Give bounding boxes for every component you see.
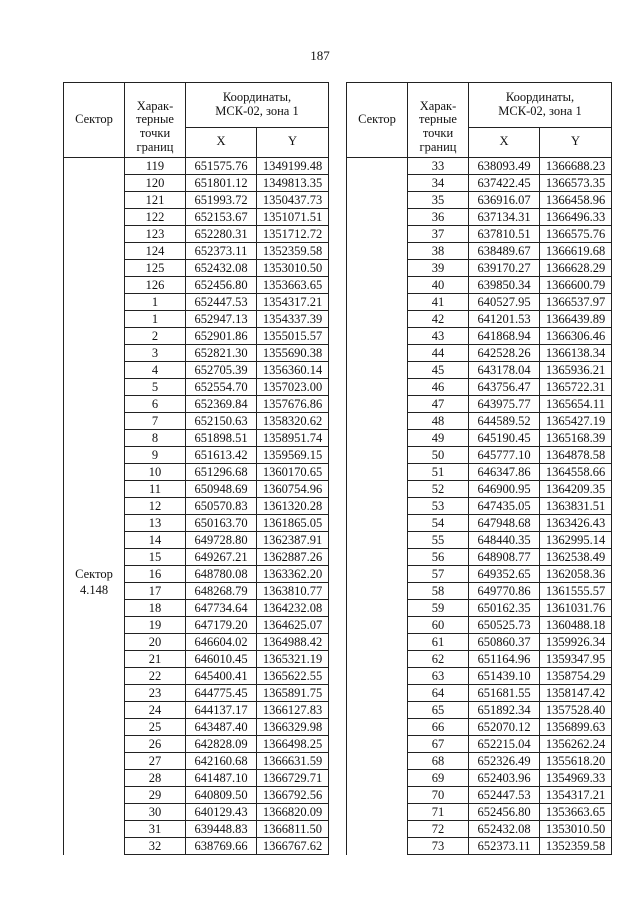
y-coordinate-cell: 1362387.91 <box>257 532 329 549</box>
point-number-cell: 35 <box>408 192 469 209</box>
x-coordinate-cell: 648780.08 <box>186 566 257 583</box>
point-number-cell: 44 <box>408 345 469 362</box>
point-number-cell: 36 <box>408 209 469 226</box>
x-coordinate-cell: 652432.08 <box>469 821 540 838</box>
point-number-cell: 4 <box>125 362 186 379</box>
point-number-cell: 48 <box>408 413 469 430</box>
x-coordinate-cell: 652705.39 <box>186 362 257 379</box>
x-coordinate-cell: 646900.95 <box>469 481 540 498</box>
x-coordinate-cell: 639850.34 <box>469 277 540 294</box>
point-number-cell: 52 <box>408 481 469 498</box>
x-coordinate-cell: 645190.45 <box>469 430 540 447</box>
y-coordinate-cell: 1349199.48 <box>257 158 329 175</box>
coordinates-table-right-body <box>347 83 612 855</box>
x-coordinate-cell: 650948.69 <box>186 481 257 498</box>
x-coordinate-cell: 648268.79 <box>186 583 257 600</box>
y-coordinate-cell: 1363831.51 <box>540 498 612 515</box>
point-number-cell: 33 <box>408 158 469 175</box>
x-coordinate-cell: 650525.73 <box>469 617 540 634</box>
y-coordinate-cell: 1350437.73 <box>257 192 329 209</box>
x-coordinate-cell: 641487.10 <box>186 770 257 787</box>
x-coordinate-cell: 640809.50 <box>186 787 257 804</box>
y-coordinate-cell: 1360488.18 <box>540 617 612 634</box>
points-header-line: терные <box>419 112 457 127</box>
point-number-cell: 7 <box>125 413 186 430</box>
point-number-cell: 34 <box>408 175 469 192</box>
x-coordinate-cell: 651898.51 <box>186 430 257 447</box>
y-coordinate-cell: 1366573.35 <box>540 175 612 192</box>
y-coordinate-cell: 1366575.76 <box>540 226 612 243</box>
y-coordinate-cell: 1356899.63 <box>540 719 612 736</box>
x-coordinate-cell: 652456.80 <box>469 804 540 821</box>
point-number-cell: 72 <box>408 821 469 838</box>
y-coordinate-cell: 1356262.24 <box>540 736 612 753</box>
coordinates-header-line: МСК-02, зона 1 <box>215 103 299 118</box>
y-coordinate-cell: 1366138.34 <box>540 345 612 362</box>
x-coordinate-cell: 637810.51 <box>469 226 540 243</box>
x-coordinate-cell: 652373.11 <box>469 838 540 855</box>
x-coordinate-cell: 640129.43 <box>186 804 257 821</box>
point-number-cell: 50 <box>408 447 469 464</box>
point-number-cell: 12 <box>125 498 186 515</box>
y-coordinate-cell: 1353010.50 <box>257 260 329 277</box>
points-header-line: границ <box>419 139 457 154</box>
x-coordinate-cell: 644137.17 <box>186 702 257 719</box>
point-number-cell: 28 <box>125 770 186 787</box>
point-number-cell: 27 <box>125 753 186 770</box>
point-number-cell: 20 <box>125 634 186 651</box>
y-coordinate-cell: 1354317.21 <box>257 294 329 311</box>
y-coordinate-cell: 1366688.23 <box>540 158 612 175</box>
point-number-cell: 32 <box>125 838 186 855</box>
point-number-cell: 5 <box>125 379 186 396</box>
x-coordinate-cell: 651439.10 <box>469 668 540 685</box>
point-number-cell: 65 <box>408 702 469 719</box>
page-number: 187 <box>310 48 330 63</box>
x-coordinate-cell: 642528.26 <box>469 345 540 362</box>
x-coordinate-cell: 650162.35 <box>469 600 540 617</box>
point-number-cell: 14 <box>125 532 186 549</box>
x-coordinate-cell: 652901.86 <box>186 328 257 345</box>
point-number-cell: 71 <box>408 804 469 821</box>
y-coordinate-cell: 1354337.39 <box>257 311 329 328</box>
y-coordinate-cell: 1353010.50 <box>540 821 612 838</box>
point-number-cell: 23 <box>125 685 186 702</box>
x-coordinate-cell: 652153.67 <box>186 209 257 226</box>
y-coordinate-cell: 1363426.43 <box>540 515 612 532</box>
table-row <box>64 311 329 328</box>
point-number-cell: 125 <box>125 260 186 277</box>
y-coordinate-cell: 1365654.11 <box>540 396 612 413</box>
x-coordinate-cell: 639448.83 <box>186 821 257 838</box>
coordinates-table-right <box>346 82 612 855</box>
sector-cell <box>347 158 408 855</box>
y-coordinate-cell: 1366729.71 <box>257 770 329 787</box>
x-coordinate-cell: 652215.04 <box>469 736 540 753</box>
points-header <box>408 83 469 128</box>
x-coordinate-cell: 645777.10 <box>469 447 540 464</box>
coordinates-header-line: Координаты, <box>222 90 292 104</box>
x-coordinate-cell: 652280.31 <box>186 226 257 243</box>
sector-header-label: Сектор <box>75 112 113 127</box>
y-coordinate-cell: 1353663.65 <box>257 277 329 294</box>
y-coordinate-cell: 1365891.75 <box>257 685 329 702</box>
y-coordinate-cell: 1365427.19 <box>540 413 612 430</box>
point-number-cell: 45 <box>408 362 469 379</box>
y-coordinate-cell: 1351712.72 <box>257 226 329 243</box>
y-header: Y <box>257 127 329 158</box>
point-number-cell: 61 <box>408 634 469 651</box>
point-number-cell: 11 <box>125 481 186 498</box>
x-coordinate-cell: 646347.86 <box>469 464 540 481</box>
point-number-cell: 25 <box>125 719 186 736</box>
point-number-cell: 47 <box>408 396 469 413</box>
y-coordinate-cell: 1364558.66 <box>540 464 612 481</box>
y-coordinate-cell: 1366811.50 <box>257 821 329 838</box>
point-number-cell: 31 <box>125 821 186 838</box>
x-coordinate-cell: 637134.31 <box>469 209 540 226</box>
y-coordinate-cell: 1358147.42 <box>540 685 612 702</box>
y-coordinate-cell: 1357528.40 <box>540 702 612 719</box>
x-coordinate-cell: 649728.80 <box>186 532 257 549</box>
x-coordinate-cell: 651801.12 <box>186 175 257 192</box>
point-number-cell: 2 <box>125 328 186 345</box>
point-number-cell: 57 <box>408 566 469 583</box>
coordinates-header-line: Координаты, <box>505 90 575 104</box>
points-header-line: точки <box>139 127 171 140</box>
coordinates-header <box>186 83 329 128</box>
x-coordinate-cell: 646604.02 <box>186 634 257 651</box>
x-coordinate-cell: 652403.96 <box>469 770 540 787</box>
point-number-cell: 29 <box>125 787 186 804</box>
y-coordinate-cell: 1366619.68 <box>540 243 612 260</box>
x-coordinate-cell: 651164.96 <box>469 651 540 668</box>
y-coordinate-cell: 1361031.76 <box>540 600 612 617</box>
y-coordinate-cell: 1365321.19 <box>257 651 329 668</box>
point-number-cell: 26 <box>125 736 186 753</box>
point-number-cell: 42 <box>408 311 469 328</box>
point-number-cell: 51 <box>408 464 469 481</box>
y-coordinate-cell: 1356360.14 <box>257 362 329 379</box>
point-number-cell: 16 <box>125 566 186 583</box>
y-coordinate-cell: 1364625.07 <box>257 617 329 634</box>
x-coordinate-cell: 650163.70 <box>186 515 257 532</box>
y-coordinate-cell: 1364878.58 <box>540 447 612 464</box>
x-coordinate-cell: 651613.42 <box>186 447 257 464</box>
point-number-cell: 49 <box>408 430 469 447</box>
x-coordinate-cell: 647734.64 <box>186 600 257 617</box>
y-coordinate-cell: 1355015.57 <box>257 328 329 345</box>
point-number-cell: 126 <box>125 277 186 294</box>
point-number-cell: 58 <box>408 583 469 600</box>
y-coordinate-cell: 1361555.57 <box>540 583 612 600</box>
points-header-cont <box>125 127 186 158</box>
x-header: X <box>469 127 540 158</box>
y-coordinate-cell: 1351071.51 <box>257 209 329 226</box>
point-number-cell: 6 <box>125 396 186 413</box>
coordinates-table-left-body <box>64 83 329 855</box>
points-header-line: границ <box>136 139 174 154</box>
y-coordinate-cell: 1362058.36 <box>540 566 612 583</box>
x-coordinate-cell: 647179.20 <box>186 617 257 634</box>
y-coordinate-cell: 1357023.00 <box>257 379 329 396</box>
point-number-cell: 39 <box>408 260 469 277</box>
x-coordinate-cell: 640527.95 <box>469 294 540 311</box>
y-coordinate-cell: 1366458.96 <box>540 192 612 209</box>
coordinates-header <box>469 83 612 128</box>
sector-header <box>64 83 125 158</box>
y-coordinate-cell: 1363810.77 <box>257 583 329 600</box>
point-number-cell: 21 <box>125 651 186 668</box>
y-coordinate-cell: 1365168.39 <box>540 430 612 447</box>
x-coordinate-cell: 639170.27 <box>469 260 540 277</box>
x-coordinate-cell: 652070.12 <box>469 719 540 736</box>
table-row <box>64 158 329 175</box>
point-number-cell: 38 <box>408 243 469 260</box>
x-coordinate-cell: 643487.40 <box>186 719 257 736</box>
y-coordinate-cell: 1366127.83 <box>257 702 329 719</box>
y-coordinate-cell: 1362538.49 <box>540 549 612 566</box>
y-coordinate-cell: 1366767.62 <box>257 838 329 855</box>
x-coordinate-cell: 638093.49 <box>469 158 540 175</box>
x-coordinate-cell: 651993.72 <box>186 192 257 209</box>
point-number-cell: 10 <box>125 464 186 481</box>
points-header-line: Харак- <box>136 98 174 113</box>
y-coordinate-cell: 1364232.08 <box>257 600 329 617</box>
x-coordinate-cell: 652326.49 <box>469 753 540 770</box>
points-header-line: Харак- <box>419 98 457 113</box>
y-coordinate-cell: 1358320.62 <box>257 413 329 430</box>
point-number-cell: 15 <box>125 549 186 566</box>
x-coordinate-cell: 652554.70 <box>186 379 257 396</box>
x-coordinate-cell: 651575.76 <box>186 158 257 175</box>
point-number-cell: 40 <box>408 277 469 294</box>
x-coordinate-cell: 642160.68 <box>186 753 257 770</box>
y-coordinate-cell: 1366439.89 <box>540 311 612 328</box>
x-coordinate-cell: 643975.77 <box>469 396 540 413</box>
x-coordinate-cell: 652821.30 <box>186 345 257 362</box>
point-number-cell: 22 <box>125 668 186 685</box>
sector-header <box>347 83 408 158</box>
point-number-cell: 63 <box>408 668 469 685</box>
x-coordinate-cell: 645400.41 <box>186 668 257 685</box>
points-header-cont <box>408 127 469 158</box>
point-number-cell: 64 <box>408 685 469 702</box>
y-coordinate-cell: 1355618.20 <box>540 753 612 770</box>
point-number-cell: 24 <box>125 702 186 719</box>
point-number-cell: 68 <box>408 753 469 770</box>
x-header: X <box>186 127 257 158</box>
y-coordinate-cell: 1366600.79 <box>540 277 612 294</box>
point-number-cell: 123 <box>125 226 186 243</box>
y-coordinate-cell: 1354317.21 <box>540 787 612 804</box>
x-coordinate-cell: 650570.83 <box>186 498 257 515</box>
point-number-cell: 69 <box>408 770 469 787</box>
x-coordinate-cell: 637422.45 <box>469 175 540 192</box>
y-coordinate-cell: 1359569.15 <box>257 447 329 464</box>
x-coordinate-cell: 649267.21 <box>186 549 257 566</box>
x-coordinate-cell: 652447.53 <box>186 294 257 311</box>
y-coordinate-cell: 1366306.46 <box>540 328 612 345</box>
y-coordinate-cell: 1362995.14 <box>540 532 612 549</box>
sector-header-label: Сектор <box>358 112 396 127</box>
point-number-cell: 53 <box>408 498 469 515</box>
point-number-cell: 13 <box>125 515 186 532</box>
point-number-cell: 1 <box>125 294 186 311</box>
point-number-cell: 56 <box>408 549 469 566</box>
point-number-cell: 1 <box>125 311 186 328</box>
y-coordinate-cell: 1364209.35 <box>540 481 612 498</box>
point-number-cell: 120 <box>125 175 186 192</box>
point-number-cell: 67 <box>408 736 469 753</box>
point-number-cell: 124 <box>125 243 186 260</box>
y-coordinate-cell: 1363362.20 <box>257 566 329 583</box>
y-coordinate-cell: 1352359.58 <box>540 838 612 855</box>
points-header-line: терные <box>136 112 174 127</box>
x-coordinate-cell: 647435.05 <box>469 498 540 515</box>
y-coordinate-cell: 1359926.34 <box>540 634 612 651</box>
x-coordinate-cell: 648440.35 <box>469 532 540 549</box>
x-coordinate-cell: 652456.80 <box>186 277 257 294</box>
y-coordinate-cell: 1358951.74 <box>257 430 329 447</box>
point-number-cell: 66 <box>408 719 469 736</box>
table-row <box>347 158 612 175</box>
y-coordinate-cell: 1366820.09 <box>257 804 329 821</box>
x-coordinate-cell: 646010.45 <box>186 651 257 668</box>
x-coordinate-cell: 652150.63 <box>186 413 257 430</box>
x-coordinate-cell: 652447.53 <box>469 787 540 804</box>
x-coordinate-cell: 651681.55 <box>469 685 540 702</box>
point-number-cell: 122 <box>125 209 186 226</box>
y-coordinate-cell: 1360170.65 <box>257 464 329 481</box>
point-number-cell: 119 <box>125 158 186 175</box>
sector-cell <box>64 158 125 311</box>
point-number-cell: 18 <box>125 600 186 617</box>
y-coordinate-cell: 1366496.33 <box>540 209 612 226</box>
x-coordinate-cell: 641868.94 <box>469 328 540 345</box>
x-coordinate-cell: 649770.86 <box>469 583 540 600</box>
x-coordinate-cell: 644775.45 <box>186 685 257 702</box>
y-coordinate-cell: 1366628.29 <box>540 260 612 277</box>
y-coordinate-cell: 1359347.95 <box>540 651 612 668</box>
x-coordinate-cell: 652369.84 <box>186 396 257 413</box>
point-number-cell: 17 <box>125 583 186 600</box>
y-coordinate-cell: 1366498.25 <box>257 736 329 753</box>
x-coordinate-cell: 652947.13 <box>186 311 257 328</box>
x-coordinate-cell: 648908.77 <box>469 549 540 566</box>
y-coordinate-cell: 1366537.97 <box>540 294 612 311</box>
x-coordinate-cell: 641201.53 <box>469 311 540 328</box>
points-header <box>125 83 186 128</box>
point-number-cell: 60 <box>408 617 469 634</box>
point-number-cell: 9 <box>125 447 186 464</box>
y-coordinate-cell: 1357676.86 <box>257 396 329 413</box>
header-row-1 <box>347 83 612 128</box>
point-number-cell: 73 <box>408 838 469 855</box>
y-coordinate-cell: 1349813.35 <box>257 175 329 192</box>
y-coordinate-cell: 1362887.26 <box>257 549 329 566</box>
coordinates-header-line: МСК-02, зона 1 <box>498 103 582 118</box>
x-coordinate-cell: 636916.07 <box>469 192 540 209</box>
y-coordinate-cell: 1366792.56 <box>257 787 329 804</box>
y-coordinate-cell: 1355690.38 <box>257 345 329 362</box>
y-coordinate-cell: 1354969.33 <box>540 770 612 787</box>
y-coordinate-cell: 1360754.96 <box>257 481 329 498</box>
y-coordinate-cell: 1366329.98 <box>257 719 329 736</box>
point-number-cell: 8 <box>125 430 186 447</box>
y-coordinate-cell: 1366631.59 <box>257 753 329 770</box>
x-coordinate-cell: 649352.65 <box>469 566 540 583</box>
point-number-cell: 3 <box>125 345 186 362</box>
point-number-cell: 121 <box>125 192 186 209</box>
x-coordinate-cell: 651296.68 <box>186 464 257 481</box>
x-coordinate-cell: 643756.47 <box>469 379 540 396</box>
y-coordinate-cell: 1365722.31 <box>540 379 612 396</box>
point-number-cell: 55 <box>408 532 469 549</box>
x-coordinate-cell: 644589.52 <box>469 413 540 430</box>
point-number-cell: 70 <box>408 787 469 804</box>
y-coordinate-cell: 1361320.28 <box>257 498 329 515</box>
y-coordinate-cell: 1365622.55 <box>257 668 329 685</box>
y-coordinate-cell: 1352359.58 <box>257 243 329 260</box>
y-header: Y <box>540 127 612 158</box>
y-coordinate-cell: 1361865.05 <box>257 515 329 532</box>
header-row-1 <box>64 83 329 128</box>
x-coordinate-cell: 651892.34 <box>469 702 540 719</box>
point-number-cell: 59 <box>408 600 469 617</box>
x-coordinate-cell: 650860.37 <box>469 634 540 651</box>
point-number-cell: 46 <box>408 379 469 396</box>
y-coordinate-cell: 1353663.65 <box>540 804 612 821</box>
x-coordinate-cell: 643178.04 <box>469 362 540 379</box>
x-coordinate-cell: 638769.66 <box>186 838 257 855</box>
x-coordinate-cell: 652432.08 <box>186 260 257 277</box>
point-number-cell: 54 <box>408 515 469 532</box>
point-number-cell: 41 <box>408 294 469 311</box>
x-coordinate-cell: 642828.09 <box>186 736 257 753</box>
y-coordinate-cell: 1364988.42 <box>257 634 329 651</box>
points-header-line: точки <box>422 127 454 140</box>
x-coordinate-cell: 652373.11 <box>186 243 257 260</box>
x-coordinate-cell: 638489.67 <box>469 243 540 260</box>
y-coordinate-cell: 1365936.21 <box>540 362 612 379</box>
x-coordinate-cell: 647948.68 <box>469 515 540 532</box>
y-coordinate-cell: 1358754.29 <box>540 668 612 685</box>
sector-cell: Сектор 4.148 <box>64 311 125 855</box>
point-number-cell: 19 <box>125 617 186 634</box>
point-number-cell: 37 <box>408 226 469 243</box>
point-number-cell: 62 <box>408 651 469 668</box>
point-number-cell: 30 <box>125 804 186 821</box>
point-number-cell: 43 <box>408 328 469 345</box>
coordinates-table-left <box>63 82 329 855</box>
